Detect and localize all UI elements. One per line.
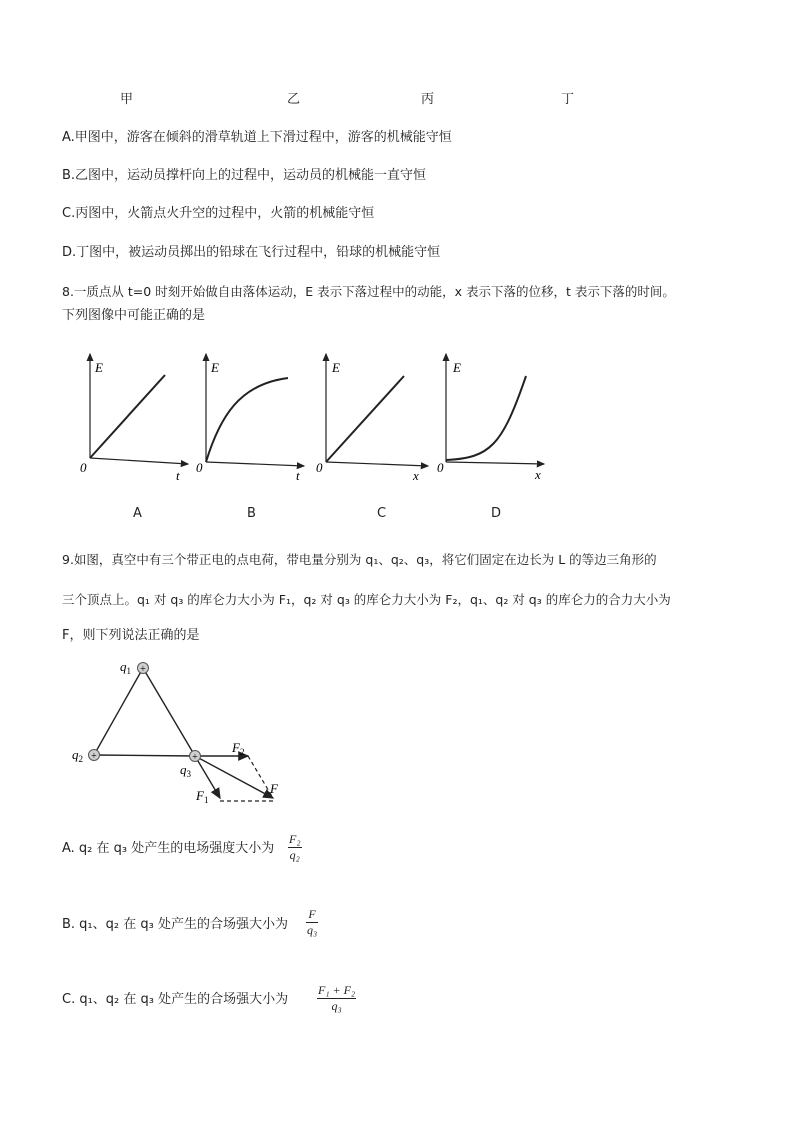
q9-stem-line3: F，则下列说法正确的是 — [62, 628, 200, 643]
charge-q2-sign: + — [91, 751, 97, 762]
q8-stem-line2: 下列图像中可能正确的是 — [62, 308, 206, 323]
label-q3: $q_3$ — [180, 762, 191, 779]
charge-q3-sign: + — [192, 752, 198, 763]
graph-d-x-axis — [446, 462, 544, 464]
q9-option-a: A. q₂ 在 q₃ 处产生的电场强度大小为 — [62, 841, 275, 856]
label-q1: $q_1$ — [120, 659, 131, 676]
graph-b — [196, 354, 304, 483]
label-jia: 甲 — [120, 92, 134, 107]
charge-q1 — [138, 663, 149, 676]
q8-stem-line1: 8.一质点从 t=0 时刻开始做自由落体运动，E 表示下落过程中的动能，x 表示下落的位移，t 表示下落的时间。 — [62, 284, 675, 299]
graph-c-origin: 0 — [316, 460, 323, 475]
q9-option-c-fraction — [317, 983, 356, 1014]
q7-option-b: B.乙图中，运动员撑杆向上的过程中，运动员的机械能一直守恒 — [62, 168, 427, 183]
graph-c-xlabel: x — [413, 468, 419, 483]
q9-triangle-figure — [66, 656, 306, 812]
graph-a — [80, 354, 188, 483]
graph-a-curve — [90, 375, 165, 458]
q9-option-c-numerator: F₁ + F₂ — [318, 983, 356, 997]
graph-c — [316, 354, 428, 483]
q9-option-a-denominator: q₂ — [289, 848, 300, 862]
graph-a-letter: A — [133, 506, 142, 521]
charge-q2 — [89, 750, 100, 763]
q9-stem-line2: 三个顶点上。q₁ 对 q₃ 的库仑力大小为 F₁，q₂ 对 q₃ 的库仑力大小为 F₂，q₁、q₂ 对 q₃ 的库仑力的合力大小为 — [62, 592, 671, 607]
q7-option-c: C.丙图中，火箭点火升空的过程中，火箭的机械能守恒 — [62, 206, 375, 221]
q9-option-c-denominator: q₃ — [331, 999, 342, 1013]
q7-option-d: D.丁图中，被运动员掷出的铅球在飞行过程中，铅球的机械能守恒 — [62, 245, 441, 260]
graph-c-ylabel: E — [332, 360, 340, 375]
triangle-edge-q2-q3 — [94, 755, 195, 756]
graph-a-origin: 0 — [80, 460, 87, 475]
q9-option-b: B. q₁、q₂ 在 q₃ 处产生的合场强大小为 — [62, 917, 288, 932]
graph-b-x-axis — [206, 462, 304, 466]
q7-option-a: A.甲图中，游客在倾斜的滑草轨道上下滑过程中，游客的机械能守恒 — [62, 130, 452, 145]
graph-a-ylabel: E — [95, 360, 103, 375]
graph-c-letter: C — [377, 506, 387, 521]
graph-b-origin: 0 — [196, 460, 203, 475]
graph-d-origin: 0 — [437, 460, 444, 475]
graph-b-xlabel: t — [296, 468, 300, 483]
graph-b-ylabel: E — [211, 360, 219, 375]
graph-d-ylabel: E — [453, 360, 461, 375]
graph-b-letter: B — [247, 506, 256, 521]
triangle-edge-q1-q3 — [143, 668, 195, 756]
q9-option-b-numerator: F — [306, 907, 318, 923]
label-f2: $F_2$ — [232, 740, 245, 757]
triangle-edge-q1-q2 — [94, 668, 143, 755]
graph-c-curve — [326, 376, 404, 462]
label-yi: 乙 — [287, 92, 301, 107]
q9-stem-line1: 9.如图，真空中有三个带正电的点电荷，带电量分别为 q₁、q₂、q₃，将它们固定在边长为 L 的等边三角形的 — [62, 552, 657, 567]
q9-option-c: C. q₁、q₂ 在 q₃ 处产生的合场强大小为 — [62, 992, 289, 1007]
graph-c-x-axis — [326, 462, 428, 466]
label-f: F — [270, 781, 278, 796]
q9-option-a-fraction — [288, 832, 302, 863]
q9-option-a-numerator: F₂ — [289, 832, 301, 846]
graph-a-xlabel: t — [176, 468, 180, 483]
graph-d-letter: D — [491, 506, 502, 521]
graph-d-curve — [446, 376, 526, 460]
q9-option-b-denominator: q₃ — [307, 923, 318, 937]
label-f1: $F_1$ — [196, 788, 209, 805]
label-ding: 丁 — [561, 92, 575, 107]
charge-q1-sign: + — [140, 664, 146, 675]
graph-d — [437, 354, 544, 482]
label-bing: 丙 — [421, 92, 435, 107]
graph-b-curve — [206, 378, 288, 462]
graph-a-x-axis — [90, 458, 188, 464]
q9-option-b-fraction — [306, 907, 318, 938]
graph-d-xlabel: x — [535, 467, 541, 482]
q8-graphs — [70, 346, 560, 486]
label-q2: $q_2$ — [72, 747, 83, 764]
